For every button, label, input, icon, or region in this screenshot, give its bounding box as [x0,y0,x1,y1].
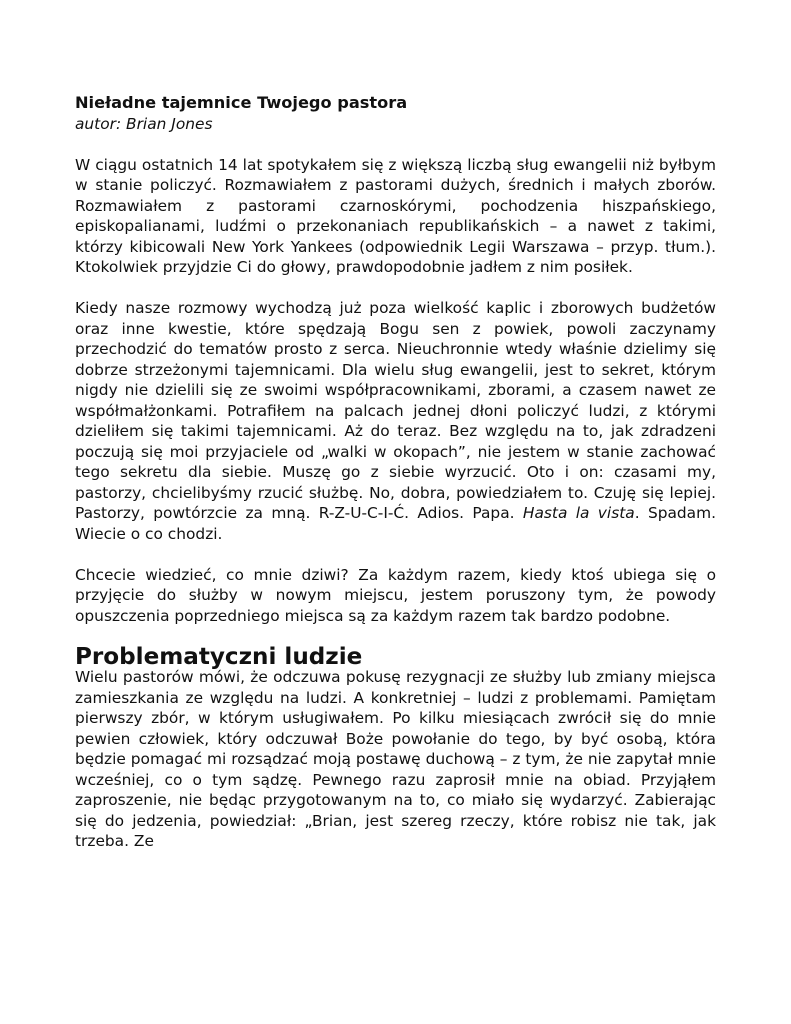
section-paragraph: Wielu pastorów mówi, że odczuwa pokusę rezygnacji ze służby lub zmiany miejsca zamieszkania ze względu na ludzi. A konkretniej – ludzi z problemami. Pamiętam pierwszy zbór, w którym usługiwałem. Po kilku miesiącach zwrócił się do mnie pewien człowiek, który odczuwał Boże powołanie do tego, by być osobą, która będzie pomagać mi rozsądzać moją postawę duchową – z tym, że nie zapytał mnie wcześniej, co o tym sądzę. Pewnego razu zaprosił mnie na obiad. Przyjąłem zaproszenie, nie będąc przygotowanym na to, co miało się wydarzyć. Zabierając się do jedzenia, powiedział: „Brian, jest szereg rzeczy, które robisz nie tak, jak trzeba. Ze [75,668,716,850]
paragraph-secrets-italic: Hasta la vista [522,504,635,522]
paragraph-question: Chcecie wiedzieć, co mnie dziwi? Za każdym razem, kiedy ktoś ubiega się o przyjęcie do służby w nowym miejscu, jestem poruszony tym, że powody opuszczenia poprzedniego miejsca są za każdym razem tak bardzo podobne. [75,565,716,625]
paragraph-secrets-text: Kiedy nasze rozmowy wychodzą już poza wielkość kaplic i zborowych budżetów oraz inne kwestie, które spędzają Bogu sen z powiek, powoli zaczynamy przechodzić do tematów prosto z serca. Nieuchronnie wtedy właśnie dzielimy się dobrze strzeżonymi tajemnicami. Dla wielu sług ewangelii, jest to sekret, którym nigdy nie dzielili się ze swoimi współpracownikami, zborami, a czasem nawet ze współmałżonkami. Potrafiłem na palcach jednej dłoni policzyć ludzi, z którymi dzieliłem się takimi tajemnicami. Aż do teraz. Bez względu na to, jak zdradzeni poczują się moi przyjaciele od „walki w okopach”, nie jestem w stanie zachować tego sekretu dla siebie. Muszę go z siebie wyrzucić. Oto i on: czasami my, pastorzy, chcielibyśmy rzucić służbę. No, dobra, powiedziałem to. Czuję się lepiej. Pastorzy, powtórzcie za mną. R-Z-U-C-I-Ć. Adios. Papa. [75,299,716,522]
article-title: Nieładne tajemnice Twojego pastora [75,93,408,112]
paragraph-intro: W ciągu ostatnich 14 lat spotykałem się z większą liczbą sług ewangelii niż byłbym w stanie policzyć. Rozmawiałem z pastorami dużych, średnich i małych zborów. Rozmawiałem z pastorami czarnoskórymi, pochodzenia hiszpańskiego, episkopalianami, ludźmi o przekonaniach republikańskich – a nawet z takimi, którzy kibicowali New York Yankees (odpowiednik Legii Warszawa – przyp. tłum.). Ktokolwiek przyjdzie Ci do głowy, prawdopodobnie jadłem z nim posiłek. [75,155,716,276]
document-page [75,92,716,852]
paragraph-secrets [75,298,716,544]
section-heading: Problematyczni ludzie [75,643,363,670]
article-author: autor: Brian Jones [75,115,213,133]
paragraph-secrets-tail: . Spadam. Wiecie o co chodzi. [75,504,716,543]
